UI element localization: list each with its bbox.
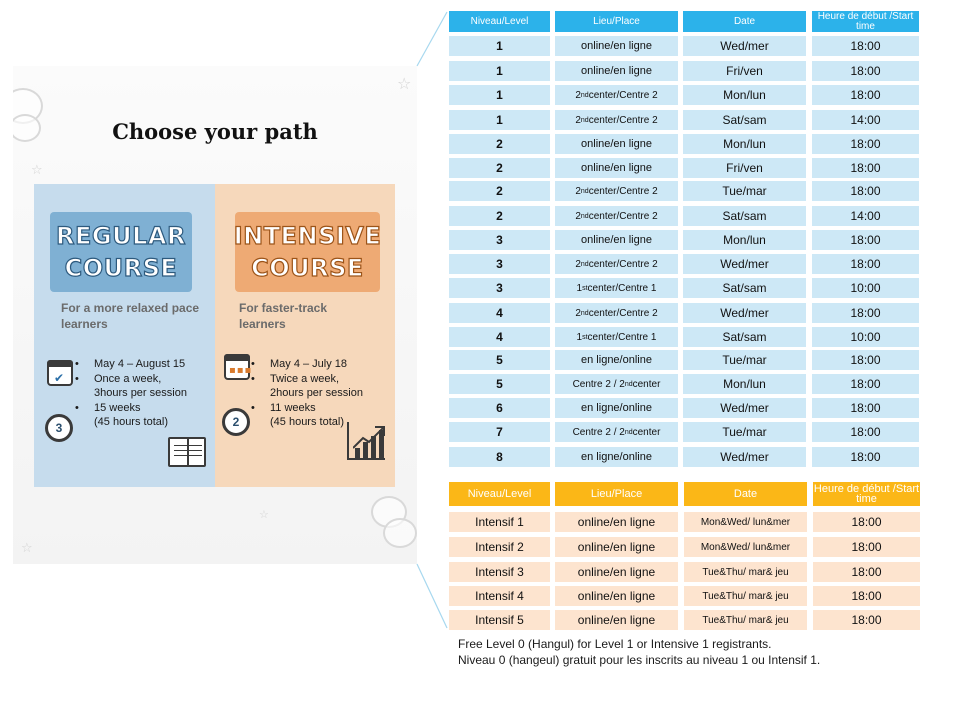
footnote-french: Niveau 0 (hangeul) gratuit pour les inscrits au niveau 1 ou Intensif 1. — [458, 653, 821, 667]
clock-number: 2 — [232, 415, 240, 429]
table-header-cell: Date — [683, 11, 806, 32]
table-cell-level: 1 — [449, 85, 550, 105]
star-icon: ☆ — [259, 508, 269, 521]
table-cell-level: 2 — [449, 181, 550, 201]
table-cell-place: en ligne/online — [555, 447, 678, 467]
table-cell-level: Intensif 2 — [449, 537, 550, 557]
bullet-item: • Twice a week, — [251, 372, 391, 387]
regular-course-badge — [50, 212, 192, 292]
table-cell-time: 18:00 — [812, 181, 919, 201]
table-cell-time: 10:00 — [812, 278, 919, 298]
table-cell-time: 18:00 — [812, 254, 919, 274]
table-cell-level: Intensif 3 — [449, 562, 550, 582]
table-cell-date: Wed/mer — [683, 447, 806, 467]
table-header-cell: Heure de début /Start time — [812, 11, 919, 32]
table-cell-date: Wed/mer — [683, 254, 806, 274]
table-cell-place: 2 nd center/Centre 2 — [555, 303, 678, 323]
table-cell-level: 1 — [449, 61, 550, 81]
table-cell-date: Sat/sam — [683, 110, 806, 130]
table-cell-place: online/en ligne — [555, 512, 678, 532]
table-header-cell: Lieu/Place — [555, 11, 678, 32]
badge-line-1: REGULAR — [56, 222, 186, 250]
page-title: Choose your path — [112, 119, 318, 144]
calendar-icon: ▪▪▪ — [224, 354, 250, 380]
table-header-cell: Niveau/Level — [449, 482, 550, 506]
table-cell-level: 8 — [449, 447, 550, 467]
table-cell-date: Wed/mer — [683, 398, 806, 418]
table-cell-level: Intensif 1 — [449, 512, 550, 532]
star-icon: ☆ — [21, 541, 33, 556]
table-cell-time: 18:00 — [812, 447, 919, 467]
calendar-check-icon: ✔ — [47, 360, 73, 386]
table-cell-date: Mon/lun — [683, 134, 806, 154]
table-cell-place: online/en ligne — [555, 158, 678, 178]
bullet-item: 2hours per session — [270, 387, 363, 399]
table-cell-date: Mon&Wed/ lun&mer — [684, 537, 807, 557]
table-cell-time: 18:00 — [813, 512, 920, 532]
table-cell-place: 1 st center/Centre 1 — [555, 327, 678, 347]
table-cell-date: Tue&Thu/ mar& jeu — [684, 586, 807, 606]
star-icon: ☆ — [397, 74, 412, 93]
table-cell-date: Tue/mar — [683, 422, 806, 442]
table-cell-date: Fri/ven — [683, 158, 806, 178]
table-cell-place: online/en ligne — [555, 610, 678, 630]
table-cell-place: 2 nd center/Centre 2 — [555, 110, 678, 130]
table-cell-level: 6 — [449, 398, 550, 418]
table-cell-date: Sat/sam — [683, 278, 806, 298]
table-cell-place: online/en ligne — [555, 61, 678, 81]
bullet-item: (45 hours total) — [270, 416, 344, 428]
regular-course-panel — [34, 184, 215, 487]
table-cell-level: 7 — [449, 422, 550, 442]
table-cell-level: 1 — [449, 110, 550, 130]
table-cell-time: 18:00 — [812, 134, 919, 154]
badge-line-2: COURSE — [251, 254, 364, 282]
table-cell-level: 3 — [449, 230, 550, 250]
table-cell-time: 18:00 — [812, 350, 919, 370]
table-cell-date: Mon/lun — [683, 374, 806, 394]
table-cell-time: 18:00 — [813, 610, 920, 630]
bullet-item: • 11 weeks — [251, 401, 391, 416]
table-cell-level: 4 — [449, 303, 550, 323]
table-cell-place: online/en ligne — [555, 36, 678, 56]
clock-icon — [222, 408, 250, 436]
intensive-bullet-list — [251, 357, 391, 430]
table-cell-time: 18:00 — [813, 537, 920, 557]
table-cell-date: Wed/mer — [683, 303, 806, 323]
table-cell-place: en ligne/online — [555, 398, 678, 418]
table-cell-place: online/en ligne — [555, 230, 678, 250]
table-cell-time: 18:00 — [812, 36, 919, 56]
growth-chart-icon — [347, 422, 385, 460]
table-cell-level: 3 — [449, 278, 550, 298]
table-cell-time: 14:00 — [812, 206, 919, 226]
table-cell-level: 5 — [449, 350, 550, 370]
table-cell-level: Intensif 4 — [449, 586, 550, 606]
table-cell-level: 5 — [449, 374, 550, 394]
regular-bullet-list — [75, 357, 215, 430]
badge-line-2: COURSE — [64, 254, 178, 282]
table-cell-time: 18:00 — [813, 586, 920, 606]
table-cell-time: 18:00 — [812, 422, 919, 442]
table-cell-time: 18:00 — [812, 374, 919, 394]
table-cell-time: 18:00 — [812, 398, 919, 418]
intensive-course-panel — [215, 184, 395, 487]
clock-number: 3 — [55, 421, 63, 435]
table-cell-level: Intensif 5 — [449, 610, 550, 630]
bullet-item: • May 4 – August 15 — [75, 357, 215, 372]
bullet-item: • May 4 – July 18 — [251, 357, 391, 372]
table-cell-time: 18:00 — [812, 230, 919, 250]
table-cell-place: 1 st center/Centre 1 — [555, 278, 678, 298]
bullet-item: • 15 weeks — [75, 401, 215, 416]
table-cell-date: Sat/sam — [683, 327, 806, 347]
star-icon: ☆ — [31, 163, 43, 178]
table-cell-date: Wed/mer — [683, 36, 806, 56]
table-header-cell: Heure de début /Start time — [813, 483, 920, 505]
table-cell-place: 2 nd center/Centre 2 — [555, 181, 678, 201]
regular-tagline: For a more relaxed pace learners — [61, 301, 200, 331]
bullet-item: 3hours per session — [94, 387, 187, 399]
table-cell-date: Tue&Thu/ mar& jeu — [684, 610, 807, 630]
table-cell-date: Mon/lun — [683, 85, 806, 105]
bullet-item: (45 hours total) — [94, 416, 168, 428]
bullet-item: • Once a week, — [75, 372, 215, 387]
table-cell-date: Fri/ven — [683, 61, 806, 81]
footnote-english: Free Level 0 (Hangul) for Level 1 or Intensive 1 registrants. — [458, 637, 772, 651]
table-header-cell: Lieu/Place — [555, 482, 678, 506]
table-cell-time: 10:00 — [812, 327, 919, 347]
table-cell-level: 2 — [449, 134, 550, 154]
table-cell-time: 18:00 — [813, 562, 920, 582]
open-book-icon — [168, 437, 206, 467]
table-cell-place: online/en ligne — [555, 537, 678, 557]
table-cell-time: 18:00 — [812, 158, 919, 178]
footnote — [458, 636, 958, 668]
table-cell-place: Centre 2 / 2 nd center — [555, 422, 678, 442]
table-header-cell: Date — [684, 482, 807, 506]
table-cell-level: 1 — [449, 36, 550, 56]
table-cell-time: 18:00 — [812, 61, 919, 81]
table-cell-place: online/en ligne — [555, 134, 678, 154]
cloud-decoration — [383, 518, 417, 548]
table-header-cell: Niveau/Level — [449, 11, 550, 32]
table-cell-date: Tue/mar — [683, 350, 806, 370]
table-cell-place: online/en ligne — [555, 586, 678, 606]
table-cell-time: 14:00 — [812, 110, 919, 130]
table-cell-date: Mon/lun — [683, 230, 806, 250]
intensive-tagline: For faster-track learners — [239, 301, 328, 331]
table-cell-level: 3 — [449, 254, 550, 274]
table-cell-date: Tue&Thu/ mar& jeu — [684, 562, 807, 582]
table-cell-place: Centre 2 / 2 nd center — [555, 374, 678, 394]
table-cell-time: 18:00 — [812, 303, 919, 323]
table-cell-level: 2 — [449, 206, 550, 226]
table-cell-place: 2 nd center/Centre 2 — [555, 85, 678, 105]
table-cell-place: en ligne/online — [555, 350, 678, 370]
table-cell-date: Sat/sam — [683, 206, 806, 226]
table-cell-place: 2 nd center/Centre 2 — [555, 254, 678, 274]
table-cell-place: 2 nd center/Centre 2 — [555, 206, 678, 226]
table-cell-level: 2 — [449, 158, 550, 178]
table-cell-date: Mon&Wed/ lun&mer — [684, 512, 807, 532]
course-promo-card — [13, 66, 417, 564]
clock-icon — [45, 414, 73, 442]
table-cell-time: 18:00 — [812, 85, 919, 105]
table-cell-level: 4 — [449, 327, 550, 347]
table-cell-place: online/en ligne — [555, 562, 678, 582]
intensive-course-badge — [235, 212, 380, 292]
badge-line-1: INTENSIVE — [233, 222, 382, 250]
table-cell-date: Tue/mar — [683, 181, 806, 201]
